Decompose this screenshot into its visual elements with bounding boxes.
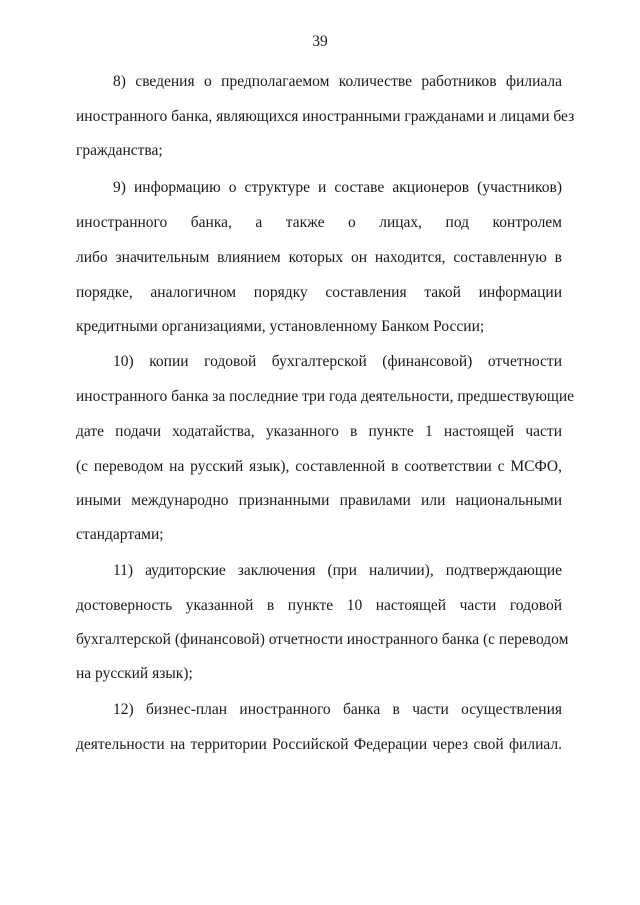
item-9-line-1: 9) информацию о структуре и составе акционеров (участников) bbox=[113, 179, 562, 196]
item-8-line-3: гражданства; bbox=[76, 142, 163, 159]
page-number: 39 bbox=[312, 33, 328, 50]
item-10-line-1: 10) копии годовой бухгалтерской (финансовой) отчетности bbox=[113, 353, 562, 370]
item-9-line-3: либо значительным влиянием которых он находится, составленную в bbox=[76, 249, 562, 266]
item-10-line-2: иностранного банка за последние три года деятельности, предшествующие bbox=[76, 388, 575, 405]
item-11-line-2: достоверность указанной в пункте 10 настоящей части годовой bbox=[76, 597, 562, 614]
item-10-line-3: дате подачи ходатайства, указанного в пункте 1 настоящей части bbox=[76, 423, 562, 440]
item-12-line-1: 12) бизнес-план иностранного банка в части осуществления bbox=[113, 701, 562, 718]
item-10-line-5: иными международно признанными правилами или национальными bbox=[76, 492, 562, 509]
item-9-line-2: иностранного банка, а также о лицах, под контролем bbox=[76, 214, 562, 231]
item-9-line-5: кредитными организациями, установленному Банком России; bbox=[76, 318, 485, 335]
item-10-line-6: стандартами; bbox=[76, 526, 164, 543]
item-8-line-2: иностранного банка, являющихся иностранными гражданами и лицами без bbox=[76, 108, 575, 125]
item-9-line-4: порядке, аналогичном порядку составления такой информации bbox=[76, 284, 562, 301]
item-12-line-2: деятельности на территории Российской Федерации через свой филиал. bbox=[76, 736, 562, 753]
item-8-line-1: 8) сведения о предполагаемом количестве работников филиала bbox=[113, 73, 562, 90]
item-11-line-4: на русский язык); bbox=[76, 665, 193, 682]
item-11-line-3: бухгалтерской (финансовой) отчетности иностранного банка (с переводом bbox=[76, 631, 569, 648]
item-11-line-1: 11) аудиторские заключения (при наличии), подтверждающие bbox=[113, 562, 562, 579]
item-10-line-4: (с переводом на русский язык), составленной в соответствии с МСФО, bbox=[76, 458, 562, 475]
